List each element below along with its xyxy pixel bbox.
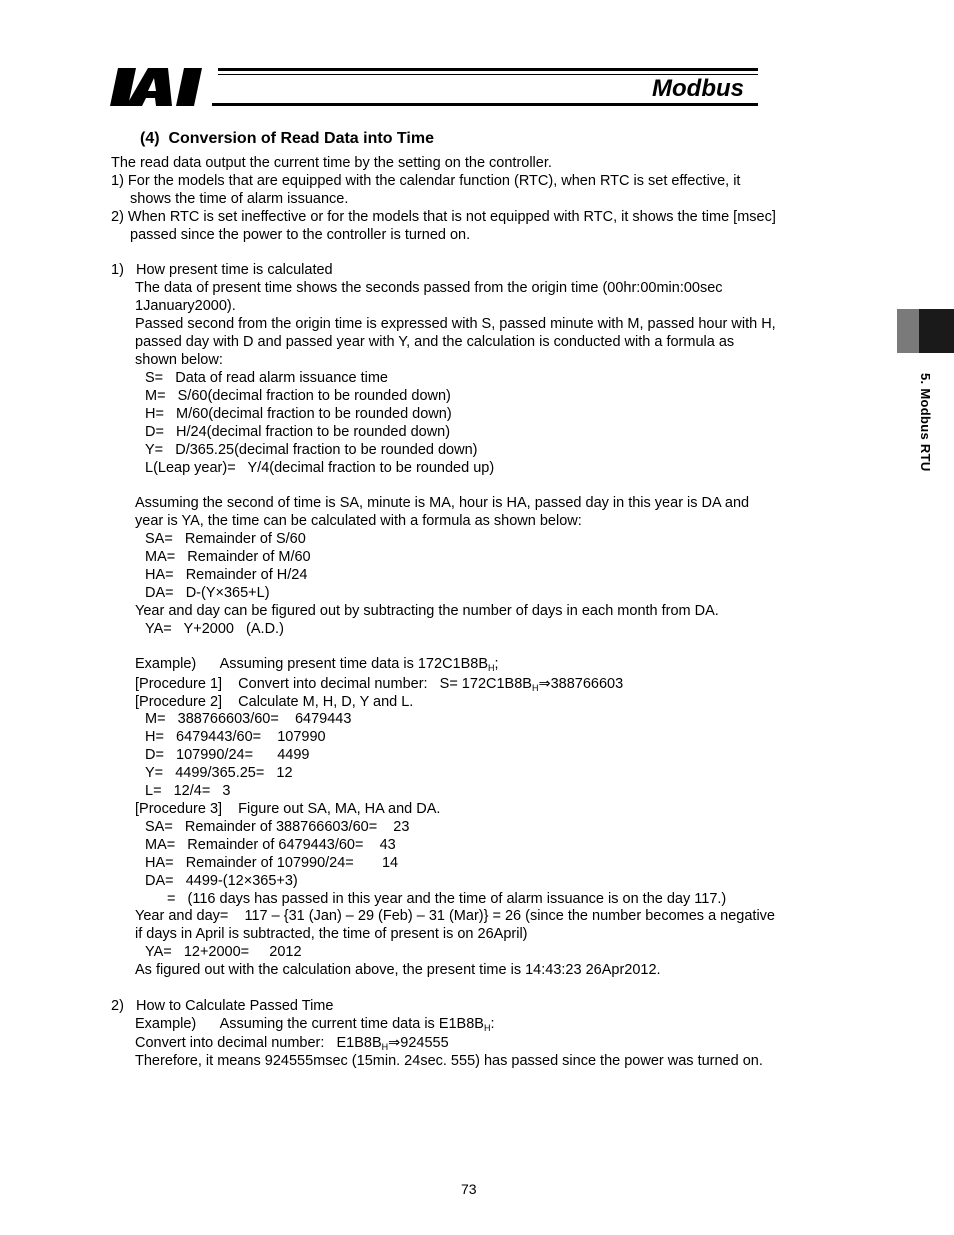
intro-line: shows the time of alarm issuance.	[130, 191, 349, 207]
example-tail: ;	[494, 656, 499, 672]
procedure2-line: [Procedure 2] Calculate M, H, D, Y and L.	[135, 694, 414, 710]
calc2-line: Y= 4499/365.25= 12	[145, 765, 293, 781]
calc3-equals-line: = (116 days has passed in this year and the time of alarm issuance is on the day 117.)	[167, 891, 727, 907]
assume-line: Assuming the second of time is SA, minute is MA, hour is HA, passed day in this year is DA and	[135, 495, 750, 511]
conclusion-line: As figured out with the calculation above, the present time is 14:43:23 26Apr2012.	[135, 962, 661, 978]
part2-convert-text: Convert into decimal number: E1B8B	[135, 1035, 382, 1051]
procedure1-line	[135, 675, 623, 693]
formula2-line: HA= Remainder of H/24	[145, 567, 308, 583]
hex-suffix: H	[483, 1023, 491, 1033]
chapter-tab-black	[919, 309, 954, 353]
calc2-line: D= 107990/24= 4499	[145, 747, 310, 763]
formula-line: Y= D/365.25(decimal fraction to be rounded down)	[145, 442, 478, 458]
year-day-calc-line: if days in April is subtracted, the time of present is on 26April)	[135, 926, 528, 942]
formula-line: D= H/24(decimal fraction to be rounded down)	[145, 424, 451, 440]
formula-line: H= M/60(decimal fraction to be rounded down)	[145, 406, 452, 422]
hex-suffix: H	[381, 1042, 389, 1052]
formula2-line: SA= Remainder of S/60	[145, 531, 306, 547]
hex-suffix: H	[531, 683, 539, 693]
part1-desc-line: shown below:	[135, 352, 223, 368]
chapter-tab-marker	[897, 309, 954, 353]
part2-heading: 2) How to Calculate Passed Time	[111, 998, 334, 1014]
part2-example-line	[135, 1015, 495, 1033]
part2-convert-line	[135, 1034, 449, 1052]
part1-desc-line: Passed second from the origin time is expressed with S, passed minute with M, passed hour with H,	[135, 316, 776, 332]
calc3-line: MA= Remainder of 6479443/60= 43	[145, 837, 396, 853]
intro-line: passed since the power to the controller is turned on.	[130, 227, 471, 243]
procedure1-text: [Procedure 1] Convert into decimal number: S= 172C1B8B	[135, 676, 532, 692]
section-title: (4) Conversion of Read Data into Time	[140, 130, 434, 147]
calc3-line: HA= Remainder of 107990/24= 14	[145, 855, 399, 871]
part1-desc-line: passed day with D and passed year with Y, and the calculation is conducted with a formula as	[135, 334, 735, 350]
page-number: 73	[461, 1181, 477, 1197]
formula-line: L(Leap year)= Y/4(decimal fraction to be rounded up)	[145, 460, 495, 476]
chapter-tab-grey	[897, 309, 919, 353]
assume-line: year is YA, the time can be calculated with a formula as shown below:	[135, 513, 582, 529]
year-day-calc-line: Year and day= 117 – {31 (Jan) – 29 (Feb) – 31 (Mar)} = 26 (since the number becomes a negative	[135, 908, 775, 924]
header-rule-bottom	[212, 103, 758, 106]
header-title: Modbus	[652, 75, 744, 102]
ya-calc-line: YA= 12+2000= 2012	[145, 944, 302, 960]
procedure3-line: [Procedure 3] Figure out SA, MA, HA and DA.	[135, 801, 441, 817]
year-day-note: Year and day can be figured out by subtracting the number of days in each month from DA.	[135, 603, 719, 619]
part1-heading: 1) How present time is calculated	[111, 262, 333, 278]
part1-desc-line: 1January2000).	[135, 298, 236, 314]
part2-therefore-line: Therefore, it means 924555msec (15min. 24sec. 555) has passed since the power was turned on.	[135, 1053, 763, 1069]
intro-line: 2) When RTC is set ineffective or for the models that is not equipped with RTC, it shows the time [msec]	[111, 209, 776, 225]
calc3-line: DA= 4499-(12×365+3)	[145, 873, 298, 889]
intro-line: 1) For the models that are equipped with the calendar function (RTC), when RTC is set effective, it	[111, 173, 741, 189]
header-rule-top	[218, 68, 758, 71]
chapter-side-label: 5. Modbus RTU	[918, 373, 933, 472]
intro-line: The read data output the current time by the setting on the controller.	[111, 155, 552, 171]
part1-desc-line: The data of present time shows the seconds passed from the origin time (00hr:00min:00sec	[135, 280, 723, 296]
ya-formula: YA= Y+2000 (A.D.)	[145, 621, 284, 637]
calc3-line: SA= Remainder of 388766603/60= 23	[145, 819, 410, 835]
calc2-line: H= 6479443/60= 107990	[145, 729, 326, 745]
formula-line: M= S/60(decimal fraction to be rounded down)	[145, 388, 451, 404]
formula-line: S= Data of read alarm issuance time	[145, 370, 388, 386]
calc2-line: M= 388766603/60= 6479443	[145, 711, 352, 727]
calc2-line: L= 12/4= 3	[145, 783, 231, 799]
formula2-line: MA= Remainder of M/60	[145, 549, 311, 565]
example-text: Example) Assuming present time data is 172C1B8B	[135, 656, 489, 672]
part2-example-text: Example) Assuming the current time data is E1B8B	[135, 1016, 484, 1032]
formula2-line: DA= D-(Y×365+L)	[145, 585, 270, 601]
example-line	[135, 655, 499, 673]
procedure1-result: ⇒388766603	[538, 676, 624, 692]
hex-suffix: H	[488, 663, 495, 673]
iai-logo	[110, 68, 214, 106]
part2-convert-result: ⇒924555	[388, 1035, 449, 1051]
part2-example-tail: :	[490, 1016, 495, 1032]
